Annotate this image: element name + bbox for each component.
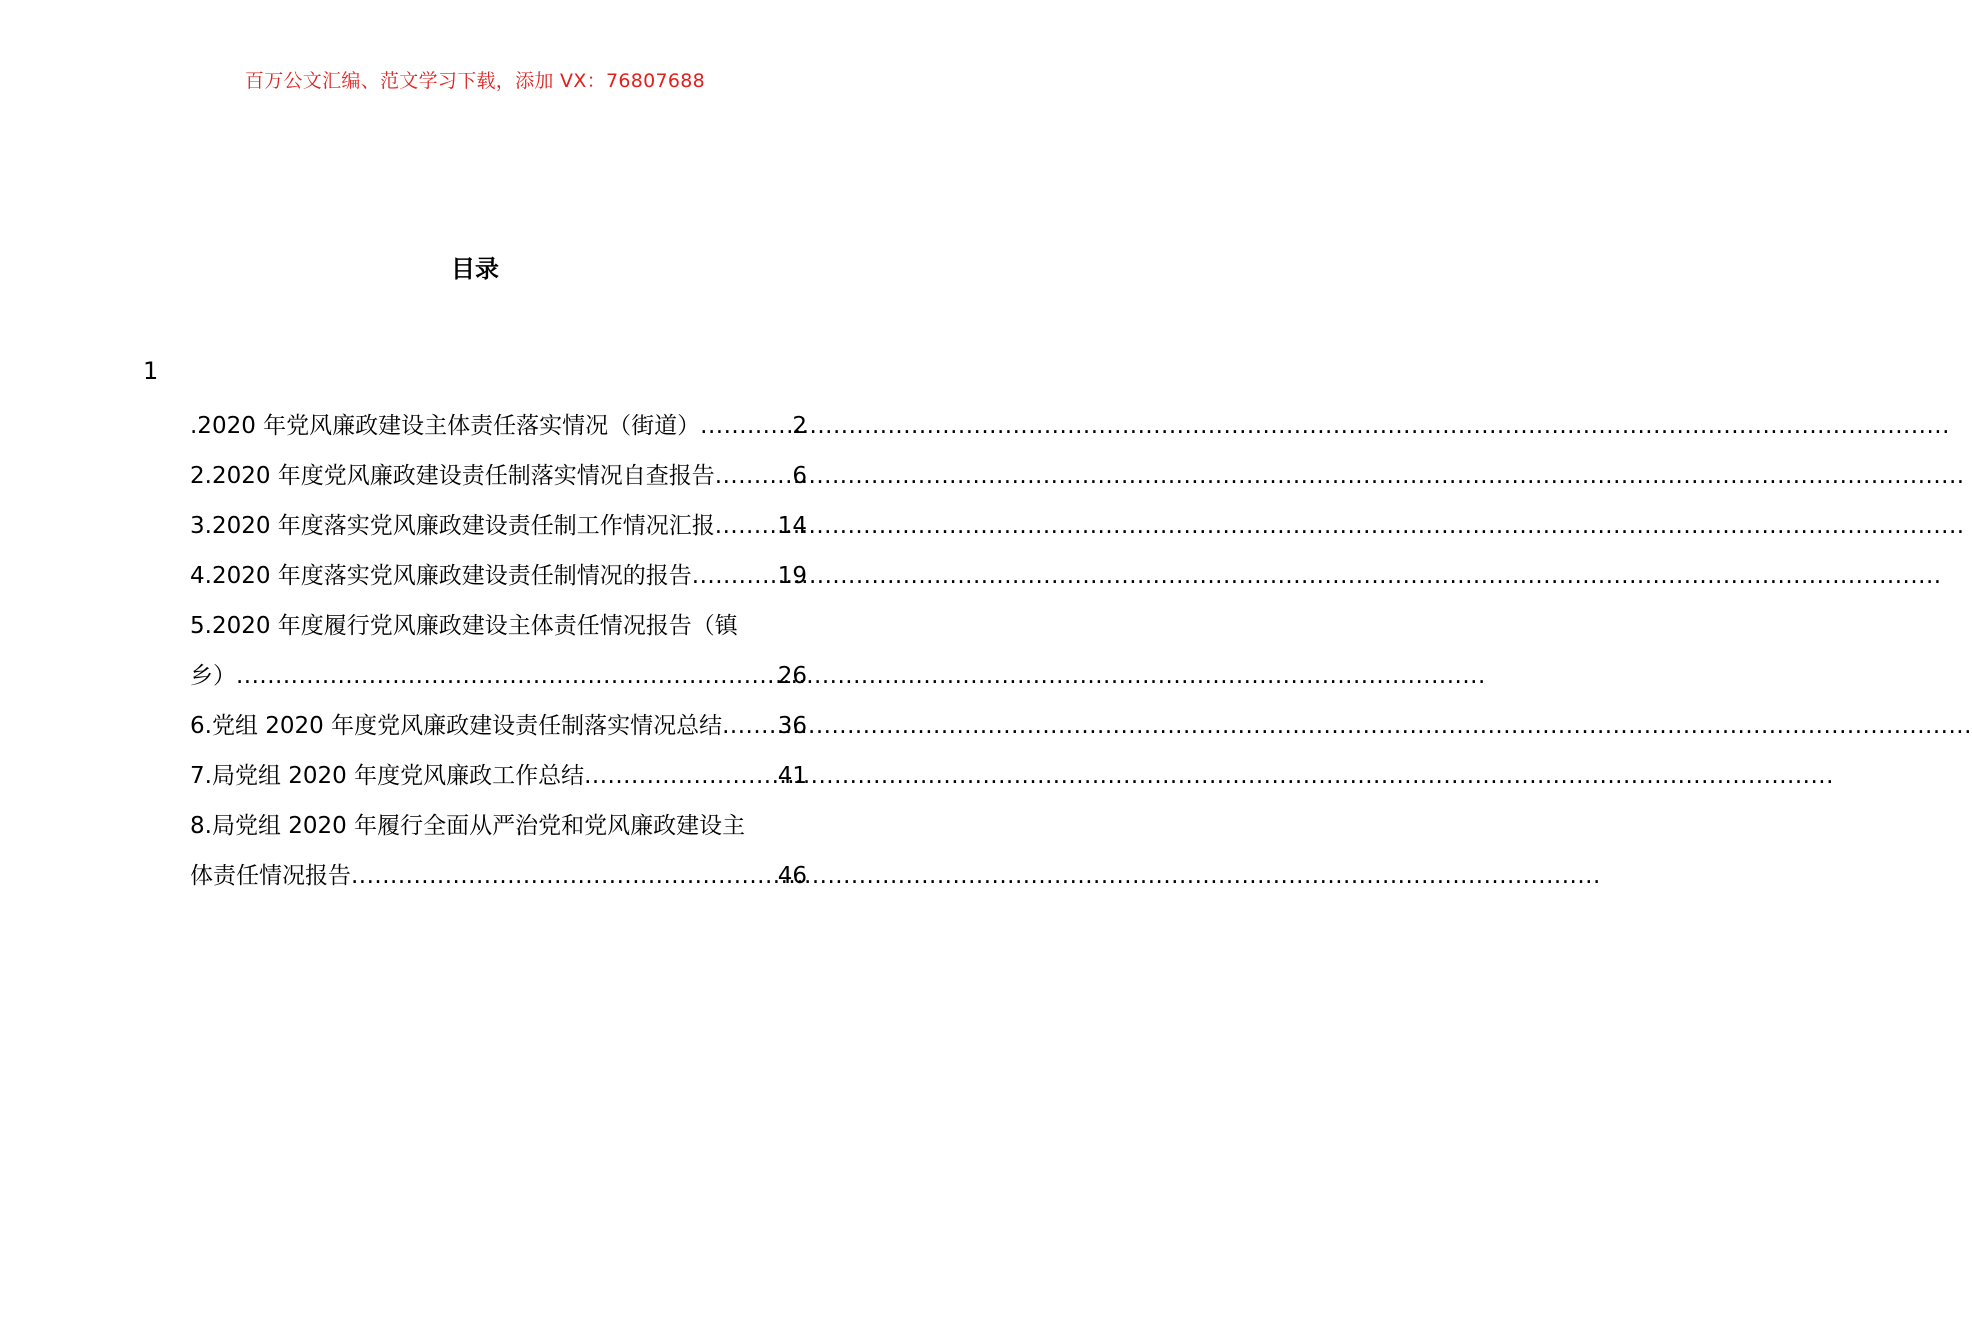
- toc-leader-dots: [351, 851, 778, 901]
- toc-entry-5[interactable]: [190, 601, 807, 701]
- toc-entry-page: 2: [792, 413, 807, 439]
- toc-entry-text-line2: 乡）: [190, 663, 236, 689]
- toc-entry-8[interactable]: [190, 801, 807, 901]
- toc-entry-text-line2: 体责任情况报告: [190, 863, 351, 889]
- toc-entry-text: 2.2020 年度党风廉政建设责任制落实情况自查报告: [190, 463, 715, 489]
- toc-leader-dots: [584, 751, 778, 801]
- toc-entry-page: 19: [777, 563, 807, 589]
- toc-entry-text: .2020 年党风廉政建设主体责任落实情况（街道）: [190, 413, 701, 439]
- toc-entry-3[interactable]: [190, 501, 807, 551]
- page-title: 目录: [451, 255, 499, 283]
- toc-leader-dots: [692, 551, 778, 601]
- toc-entry-page: 41: [777, 763, 807, 789]
- toc-entry-page: 6: [792, 463, 807, 489]
- toc-entry-6[interactable]: [190, 701, 807, 751]
- toc-entry-text: 3.2020 年度落实党风廉政建设责任制工作情况汇报: [190, 513, 715, 539]
- toc-leader-dots: [722, 701, 778, 751]
- toc-entry-text: 7.局党组 2020 年度党风廉政工作总结: [190, 763, 585, 789]
- toc-leader-dots: [715, 501, 778, 551]
- toc-leader-dots: [236, 651, 778, 701]
- toc-entry-7[interactable]: [190, 751, 807, 801]
- toc-leader-dots: [700, 401, 792, 451]
- toc-entry-4[interactable]: [190, 551, 807, 601]
- toc-first-number: 1: [143, 357, 159, 385]
- toc-leader-dots: [715, 451, 793, 501]
- toc-entry-page: 14: [777, 513, 807, 539]
- toc-entry-text-line1: 5.2020 年度履行党风廉政建设主体责任情况报告（镇: [190, 613, 738, 639]
- toc-entry-page: 46: [777, 863, 807, 889]
- toc-entry-text: 4.2020 年度落实党风廉政建设责任制情况的报告: [190, 563, 692, 589]
- toc-list: [190, 401, 807, 901]
- toc-entry-text: 6.党组 2020 年度党风廉政建设责任制落实情况总结: [190, 713, 723, 739]
- header-banner: 百万公文汇编、范文学习下载，添加 VX：76807688: [244, 70, 706, 92]
- toc-entry-1[interactable]: [190, 401, 807, 451]
- toc-entry-2[interactable]: [190, 451, 807, 501]
- toc-entry-page: 36: [777, 713, 807, 739]
- toc-entry-page: 26: [777, 663, 807, 689]
- toc-entry-text-line1: 8.局党组 2020 年履行全面从严治党和党风廉政建设主: [190, 813, 746, 839]
